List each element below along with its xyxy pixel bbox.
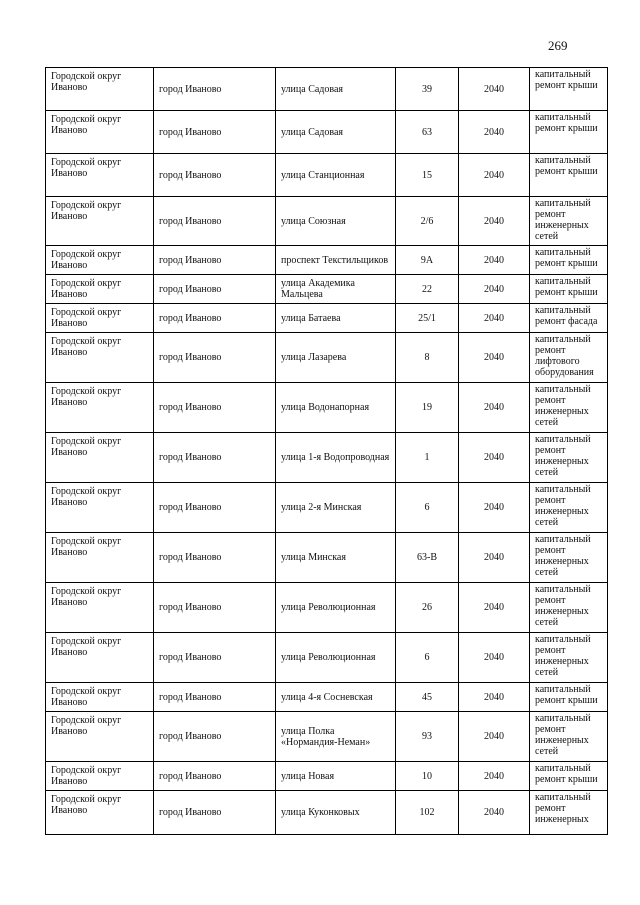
- repair-schedule-table: [45, 67, 608, 835]
- work-type-cell: капитальный ремонт фасада: [530, 304, 608, 333]
- district-cell: Городской округ Иваново: [46, 68, 154, 111]
- house-number-cell: 15: [396, 154, 459, 197]
- city-cell: город Иваново: [154, 275, 276, 304]
- house-number-cell: 93: [396, 712, 459, 762]
- house-number-cell: 6: [396, 483, 459, 533]
- street-cell: улица 1-я Водопроводная: [276, 433, 396, 483]
- city-cell: город Иваново: [154, 791, 276, 835]
- year-cell: 2040: [459, 111, 530, 154]
- district-cell: Городской округ Иваново: [46, 333, 154, 383]
- table-row: [46, 383, 608, 433]
- year-cell: 2040: [459, 275, 530, 304]
- table-row: [46, 111, 608, 154]
- house-number-cell: 6: [396, 633, 459, 683]
- table-row: [46, 197, 608, 246]
- year-cell: 2040: [459, 154, 530, 197]
- city-cell: город Иваново: [154, 583, 276, 633]
- street-cell: улица Лазарева: [276, 333, 396, 383]
- work-type-cell: капитальный ремонт инженерных сетей: [530, 633, 608, 683]
- house-number-cell: 63: [396, 111, 459, 154]
- city-cell: город Иваново: [154, 111, 276, 154]
- city-cell: город Иваново: [154, 333, 276, 383]
- table-row: [46, 304, 608, 333]
- year-cell: 2040: [459, 433, 530, 483]
- year-cell: 2040: [459, 68, 530, 111]
- city-cell: город Иваново: [154, 68, 276, 111]
- district-cell: Городской округ Иваново: [46, 533, 154, 583]
- street-cell: улица Новая: [276, 762, 396, 791]
- page-number: 269: [548, 38, 568, 53]
- city-cell: город Иваново: [154, 433, 276, 483]
- street-cell: улица 2-я Минская: [276, 483, 396, 533]
- district-cell: Городской округ Иваново: [46, 583, 154, 633]
- city-cell: город Иваново: [154, 483, 276, 533]
- table-row: [46, 483, 608, 533]
- city-cell: город Иваново: [154, 712, 276, 762]
- district-cell: Городской округ Иваново: [46, 683, 154, 712]
- house-number-cell: 22: [396, 275, 459, 304]
- city-cell: город Иваново: [154, 154, 276, 197]
- city-cell: город Иваново: [154, 304, 276, 333]
- year-cell: 2040: [459, 583, 530, 633]
- city-cell: город Иваново: [154, 197, 276, 246]
- work-type-cell: капитальный ремонт инженерных сетей: [530, 197, 608, 246]
- table-row: [46, 275, 608, 304]
- work-type-cell: капитальный ремонт лифтового оборудования: [530, 333, 608, 383]
- district-cell: Городской округ Иваново: [46, 791, 154, 835]
- work-type-cell: капитальный ремонт крыши: [530, 246, 608, 275]
- house-number-cell: 10: [396, 762, 459, 791]
- house-number-cell: 45: [396, 683, 459, 712]
- table-row: [46, 533, 608, 583]
- street-cell: улица Станционная: [276, 154, 396, 197]
- year-cell: 2040: [459, 304, 530, 333]
- street-cell: улица Союзная: [276, 197, 396, 246]
- house-number-cell: 19: [396, 383, 459, 433]
- district-cell: Городской округ Иваново: [46, 762, 154, 791]
- district-cell: Городской округ Иваново: [46, 304, 154, 333]
- work-type-cell: капитальный ремонт крыши: [530, 68, 608, 111]
- district-cell: Городской округ Иваново: [46, 712, 154, 762]
- table-row: [46, 762, 608, 791]
- street-cell: проспект Текстильщиков: [276, 246, 396, 275]
- house-number-cell: 1: [396, 433, 459, 483]
- work-type-cell: капитальный ремонт инженерных сетей: [530, 383, 608, 433]
- street-cell: улица Академика Мальцева: [276, 275, 396, 304]
- city-cell: город Иваново: [154, 762, 276, 791]
- street-cell: улица Батаева: [276, 304, 396, 333]
- year-cell: 2040: [459, 333, 530, 383]
- work-type-cell: капитальный ремонт инженерных: [530, 791, 608, 835]
- district-cell: Городской округ Иваново: [46, 433, 154, 483]
- work-type-cell: капитальный ремонт крыши: [530, 683, 608, 712]
- street-cell: улица Минская: [276, 533, 396, 583]
- house-number-cell: 102: [396, 791, 459, 835]
- table-row: [46, 246, 608, 275]
- work-type-cell: капитальный ремонт инженерных сетей: [530, 583, 608, 633]
- street-cell: улица Куконковых: [276, 791, 396, 835]
- district-cell: Городской округ Иваново: [46, 154, 154, 197]
- city-cell: город Иваново: [154, 683, 276, 712]
- district-cell: Городской округ Иваново: [46, 111, 154, 154]
- district-cell: Городской округ Иваново: [46, 275, 154, 304]
- work-type-cell: капитальный ремонт крыши: [530, 762, 608, 791]
- street-cell: улица Садовая: [276, 68, 396, 111]
- street-cell: улица Садовая: [276, 111, 396, 154]
- house-number-cell: 26: [396, 583, 459, 633]
- street-cell: улица Водонапорная: [276, 383, 396, 433]
- street-cell: улица Революционная: [276, 583, 396, 633]
- city-cell: город Иваново: [154, 246, 276, 275]
- table-row: [46, 791, 608, 835]
- work-type-cell: капитальный ремонт крыши: [530, 275, 608, 304]
- house-number-cell: 63-В: [396, 533, 459, 583]
- city-cell: город Иваново: [154, 633, 276, 683]
- house-number-cell: 8: [396, 333, 459, 383]
- city-cell: город Иваново: [154, 383, 276, 433]
- year-cell: 2040: [459, 791, 530, 835]
- year-cell: 2040: [459, 533, 530, 583]
- year-cell: 2040: [459, 712, 530, 762]
- work-type-cell: капитальный ремонт крыши: [530, 154, 608, 197]
- house-number-cell: 2/6: [396, 197, 459, 246]
- table-row: [46, 333, 608, 383]
- work-type-cell: капитальный ремонт инженерных сетей: [530, 483, 608, 533]
- street-cell: улица Полка «Нормандия-Неман»: [276, 712, 396, 762]
- table-row: [46, 68, 608, 111]
- year-cell: 2040: [459, 762, 530, 791]
- table-row: [46, 154, 608, 197]
- house-number-cell: 39: [396, 68, 459, 111]
- district-cell: Городской округ Иваново: [46, 383, 154, 433]
- house-number-cell: 9А: [396, 246, 459, 275]
- street-cell: улица 4-я Сосневская: [276, 683, 396, 712]
- table-row: [46, 683, 608, 712]
- year-cell: 2040: [459, 483, 530, 533]
- work-type-cell: капитальный ремонт крыши: [530, 111, 608, 154]
- year-cell: 2040: [459, 197, 530, 246]
- year-cell: 2040: [459, 383, 530, 433]
- table-row: [46, 583, 608, 633]
- work-type-cell: капитальный ремонт инженерных сетей: [530, 712, 608, 762]
- district-cell: Городской округ Иваново: [46, 633, 154, 683]
- district-cell: Городской округ Иваново: [46, 197, 154, 246]
- street-cell: улица Революционная: [276, 633, 396, 683]
- house-number-cell: 25/1: [396, 304, 459, 333]
- year-cell: 2040: [459, 246, 530, 275]
- table-row: [46, 712, 608, 762]
- district-cell: Городской округ Иваново: [46, 246, 154, 275]
- year-cell: 2040: [459, 683, 530, 712]
- work-type-cell: капитальный ремонт инженерных сетей: [530, 533, 608, 583]
- city-cell: город Иваново: [154, 533, 276, 583]
- year-cell: 2040: [459, 633, 530, 683]
- table-row: [46, 433, 608, 483]
- table-body: [46, 68, 608, 835]
- district-cell: Городской округ Иваново: [46, 483, 154, 533]
- work-type-cell: капитальный ремонт инженерных сетей: [530, 433, 608, 483]
- table-row: [46, 633, 608, 683]
